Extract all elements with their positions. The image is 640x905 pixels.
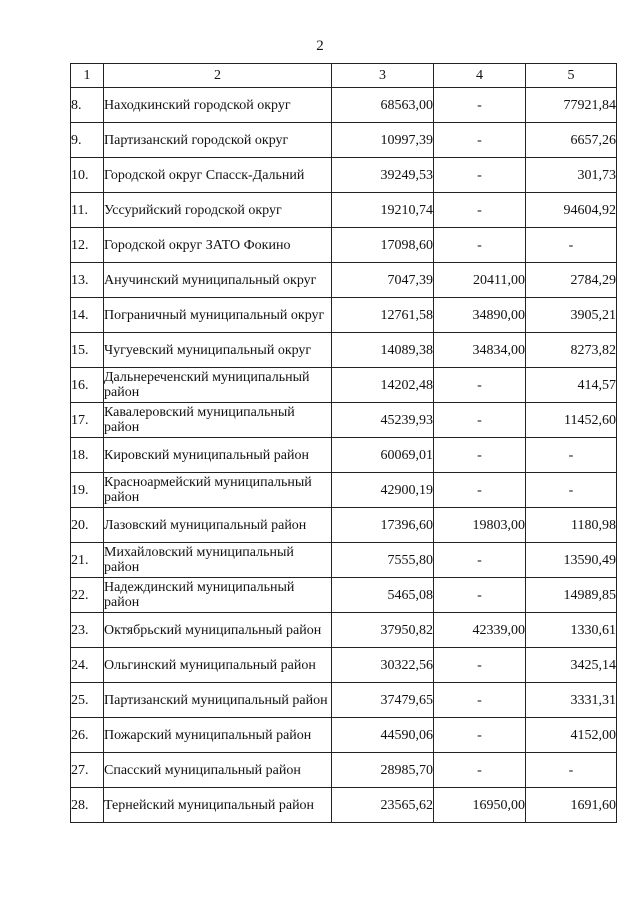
column-3-value-cell: 37950,82 xyxy=(332,613,434,648)
municipality-name-cell: Партизанский городской округ xyxy=(104,123,332,158)
row-number-cell: 10. xyxy=(71,158,104,193)
table-row xyxy=(71,193,617,228)
table-row xyxy=(71,263,617,298)
column-4-value-cell: - xyxy=(434,473,526,508)
column-5-value-cell: 301,73 xyxy=(526,158,617,193)
row-number-cell: 23. xyxy=(71,613,104,648)
row-number-cell: 25. xyxy=(71,683,104,718)
row-number-cell: 16. xyxy=(71,368,104,403)
column-5-value-cell: 1180,98 xyxy=(526,508,617,543)
municipality-name-cell: Михайловский муниципальный район xyxy=(104,543,332,578)
column-3-value-cell: 14202,48 xyxy=(332,368,434,403)
column-3-value-cell: 45239,93 xyxy=(332,403,434,438)
column-3-value-cell: 42900,19 xyxy=(332,473,434,508)
column-5-value-cell: - xyxy=(526,473,617,508)
column-4-value-cell: 19803,00 xyxy=(434,508,526,543)
column-4-value-cell: - xyxy=(434,403,526,438)
column-5-value-cell: 2784,29 xyxy=(526,263,617,298)
row-number-cell: 19. xyxy=(71,473,104,508)
column-3-value-cell: 17396,60 xyxy=(332,508,434,543)
row-number-cell: 15. xyxy=(71,333,104,368)
municipality-name-cell: Чугуевский муниципальный округ xyxy=(104,333,332,368)
column-5-value-cell: - xyxy=(526,438,617,473)
column-5-value-cell: 3331,31 xyxy=(526,683,617,718)
column-4-value-cell: - xyxy=(434,543,526,578)
row-number-cell: 11. xyxy=(71,193,104,228)
column-4-value-cell: - xyxy=(434,683,526,718)
column-5-value-cell: 4152,00 xyxy=(526,718,617,753)
row-number-cell: 12. xyxy=(71,228,104,263)
municipality-name-cell: Анучинский муниципальный округ xyxy=(104,263,332,298)
table-row xyxy=(71,683,617,718)
row-number-cell: 20. xyxy=(71,508,104,543)
column-4-value-cell: - xyxy=(434,578,526,613)
column-4-value-cell: - xyxy=(434,228,526,263)
column-5-value-cell: - xyxy=(526,228,617,263)
row-number-cell: 9. xyxy=(71,123,104,158)
column-5-value-cell: 13590,49 xyxy=(526,543,617,578)
table-row xyxy=(71,228,617,263)
column-3-value-cell: 7047,39 xyxy=(332,263,434,298)
municipality-name-cell: Находкинский городской округ xyxy=(104,88,332,123)
row-number-cell: 26. xyxy=(71,718,104,753)
column-4-value-cell: 42339,00 xyxy=(434,613,526,648)
row-number-cell: 28. xyxy=(71,788,104,823)
municipality-name-cell: Городской округ Спасск-Дальний xyxy=(104,158,332,193)
column-5-value-cell: - xyxy=(526,753,617,788)
column-3-value-cell: 5465,08 xyxy=(332,578,434,613)
column-4-value-cell: - xyxy=(434,158,526,193)
table-row xyxy=(71,473,617,508)
column-header: 1 xyxy=(71,64,104,88)
column-3-value-cell: 7555,80 xyxy=(332,543,434,578)
column-4-value-cell: - xyxy=(434,123,526,158)
column-3-value-cell: 23565,62 xyxy=(332,788,434,823)
page-number: 2 xyxy=(316,38,324,54)
column-5-value-cell: 414,57 xyxy=(526,368,617,403)
column-3-value-cell: 44590,06 xyxy=(332,718,434,753)
table-row xyxy=(71,788,617,823)
column-3-value-cell: 39249,53 xyxy=(332,158,434,193)
municipality-name-cell: Кавалеровский муниципальный район xyxy=(104,403,332,438)
row-number-cell: 17. xyxy=(71,403,104,438)
row-number-cell: 27. xyxy=(71,753,104,788)
column-5-value-cell: 14989,85 xyxy=(526,578,617,613)
column-3-value-cell: 30322,56 xyxy=(332,648,434,683)
column-3-value-cell: 14089,38 xyxy=(332,333,434,368)
column-4-value-cell: - xyxy=(434,368,526,403)
table-row xyxy=(71,438,617,473)
municipality-name-cell: Уссурийский городской округ xyxy=(104,193,332,228)
table-row xyxy=(71,753,617,788)
row-number-cell: 13. xyxy=(71,263,104,298)
municipality-name-cell: Дальнереченский муниципальный район xyxy=(104,368,332,403)
header-row xyxy=(71,64,617,88)
municipality-name-cell: Кировский муниципальный район xyxy=(104,438,332,473)
row-number-cell: 18. xyxy=(71,438,104,473)
table-row xyxy=(71,123,617,158)
column-5-value-cell: 11452,60 xyxy=(526,403,617,438)
table-row xyxy=(71,298,617,333)
column-3-value-cell: 19210,74 xyxy=(332,193,434,228)
municipality-name-cell: Ольгинский муниципальный район xyxy=(104,648,332,683)
data-table xyxy=(70,63,617,823)
column-5-value-cell: 94604,92 xyxy=(526,193,617,228)
column-4-value-cell: - xyxy=(434,88,526,123)
row-number-cell: 24. xyxy=(71,648,104,683)
column-5-value-cell: 3905,21 xyxy=(526,298,617,333)
column-5-value-cell: 3425,14 xyxy=(526,648,617,683)
column-5-value-cell: 77921,84 xyxy=(526,88,617,123)
table-row xyxy=(71,508,617,543)
table-row xyxy=(71,613,617,648)
column-5-value-cell: 1330,61 xyxy=(526,613,617,648)
column-header: 3 xyxy=(332,64,434,88)
column-header: 5 xyxy=(526,64,617,88)
municipality-name-cell: Пожарский муниципальный район xyxy=(104,718,332,753)
column-3-value-cell: 60069,01 xyxy=(332,438,434,473)
column-5-value-cell: 1691,60 xyxy=(526,788,617,823)
column-3-value-cell: 37479,65 xyxy=(332,683,434,718)
column-header: 2 xyxy=(104,64,332,88)
municipality-name-cell: Красноармейский муниципальный район xyxy=(104,473,332,508)
municipality-name-cell: Тернейский муниципальный район xyxy=(104,788,332,823)
column-3-value-cell: 12761,58 xyxy=(332,298,434,333)
table-row xyxy=(71,648,617,683)
municipality-name-cell: Пограничный муниципальный округ xyxy=(104,298,332,333)
municipality-name-cell: Лазовский муниципальный район xyxy=(104,508,332,543)
column-3-value-cell: 28985,70 xyxy=(332,753,434,788)
column-4-value-cell: - xyxy=(434,718,526,753)
table-row xyxy=(71,88,617,123)
municipality-name-cell: Спасский муниципальный район xyxy=(104,753,332,788)
table-row xyxy=(71,368,617,403)
column-4-value-cell: - xyxy=(434,648,526,683)
column-5-value-cell: 6657,26 xyxy=(526,123,617,158)
municipality-name-cell: Городской округ ЗАТО Фокино xyxy=(104,228,332,263)
column-3-value-cell: 10997,39 xyxy=(332,123,434,158)
column-3-value-cell: 17098,60 xyxy=(332,228,434,263)
table-row xyxy=(71,333,617,368)
table-row xyxy=(71,158,617,193)
table-row xyxy=(71,403,617,438)
row-number-cell: 8. xyxy=(71,88,104,123)
column-4-value-cell: 20411,00 xyxy=(434,263,526,298)
table-row xyxy=(71,718,617,753)
municipality-name-cell: Надеждинский муниципальный район xyxy=(104,578,332,613)
table-row xyxy=(71,543,617,578)
column-4-value-cell: 16950,00 xyxy=(434,788,526,823)
column-header: 4 xyxy=(434,64,526,88)
table-row xyxy=(71,578,617,613)
column-4-value-cell: 34890,00 xyxy=(434,298,526,333)
row-number-cell: 22. xyxy=(71,578,104,613)
column-4-value-cell: - xyxy=(434,193,526,228)
row-number-cell: 14. xyxy=(71,298,104,333)
column-4-value-cell: - xyxy=(434,438,526,473)
column-3-value-cell: 68563,00 xyxy=(332,88,434,123)
column-5-value-cell: 8273,82 xyxy=(526,333,617,368)
municipality-name-cell: Октябрьский муниципальный район xyxy=(104,613,332,648)
column-4-value-cell: 34834,00 xyxy=(434,333,526,368)
row-number-cell: 21. xyxy=(71,543,104,578)
column-4-value-cell: - xyxy=(434,753,526,788)
municipality-name-cell: Партизанский муниципальный район xyxy=(104,683,332,718)
